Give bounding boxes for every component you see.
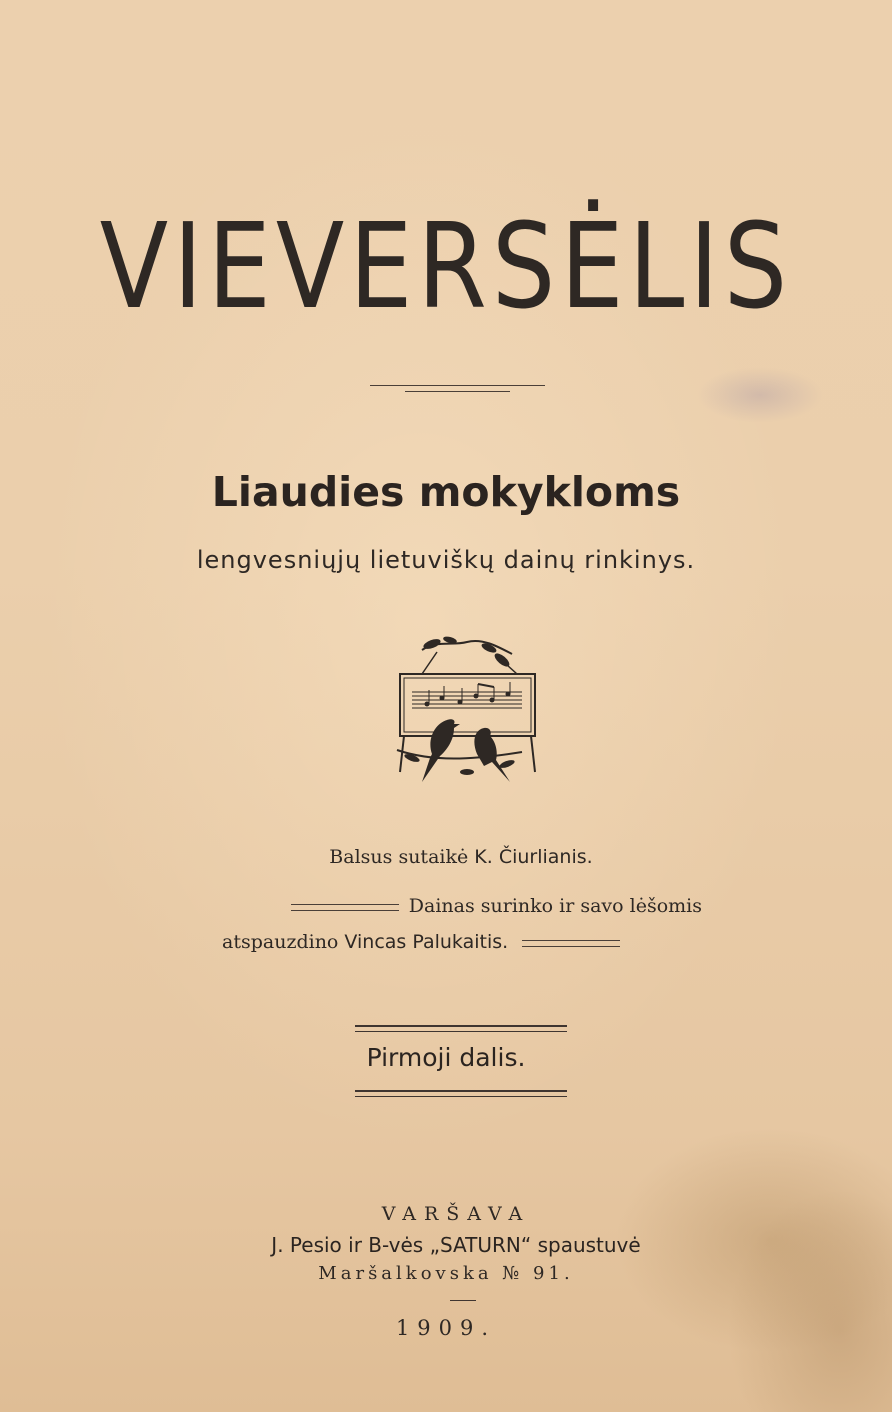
arranger-prefix: Balsus sutaikė (329, 846, 469, 868)
left-dash-divider (291, 904, 399, 911)
collector-text: Dainas surinko ir savo lėšomis (408, 895, 702, 917)
subtitle-line-2: lengvesniųjų lietuviškų dainų rinkinys. (196, 546, 696, 574)
printed-by-prefix: atspauzdino (222, 931, 339, 953)
title-divider (370, 385, 545, 393)
collector-credit-line-1 (222, 897, 702, 916)
year-divider (450, 1300, 476, 1301)
right-dash-divider (522, 940, 620, 947)
part-divider-bottom (355, 1090, 567, 1097)
part-divider-top (355, 1025, 567, 1032)
arranger-credit (0, 848, 892, 867)
imprint-city: VARŠAVA (381, 1203, 531, 1225)
collector-name: Vincas Palukaitis. (344, 931, 509, 953)
book-title: VIEVERSĖLIS (99, 197, 793, 336)
imprint-press: J. Pesio ir B-vės „SATURN“ spaustuvė (271, 1233, 641, 1257)
publication-year: 1909. (395, 1316, 497, 1340)
imprint-address: Maršalkovska № 91. (318, 1263, 574, 1284)
subtitle: Liaudies mokykloms (211, 468, 681, 516)
part-label: Pirmoji dalis. (366, 1043, 526, 1072)
collector-credit-line-2 (222, 933, 702, 952)
songbirds-with-music-sheet-icon (392, 632, 542, 792)
arranger-name: K. Čiurlianis. (474, 846, 593, 868)
